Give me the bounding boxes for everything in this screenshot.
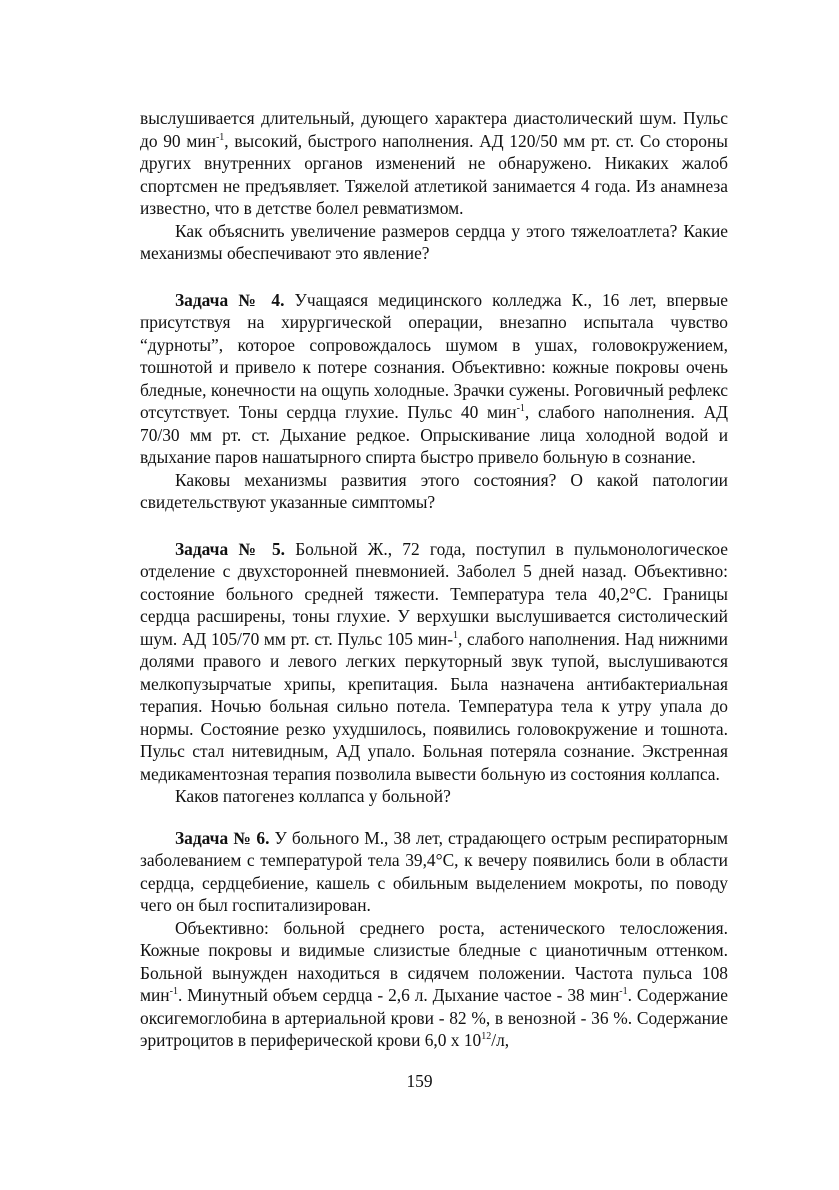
task5-title: Задача № 5. bbox=[175, 538, 285, 559]
spacer bbox=[140, 808, 728, 827]
task4-title: Задача № 4. bbox=[175, 289, 285, 310]
paragraph-case3-question: Как объяснить увеличение размеров сердца у этого тяжелоатлета? Какие механизмы обеспечивают это явление? bbox=[140, 220, 728, 263]
document-page bbox=[140, 107, 728, 1052]
superscript: -1 bbox=[169, 986, 178, 998]
superscript: 12 bbox=[481, 1031, 492, 1043]
text-segment: . Минутный объем сердца - 2,6 л. Дыхание частое - 38 мин bbox=[177, 985, 620, 1005]
text-segment: . Содержание оксигемоглобина в артериальной крови - 82 %, в венозной - 36 %. Содержание эритроцитов в периферической крови 6,0 х 10 bbox=[140, 985, 728, 1050]
text-segment: /л, bbox=[491, 1030, 510, 1050]
task5-question: Каков патогенез коллапса у больной? bbox=[175, 786, 451, 806]
text-segment: Больной Ж., 72 года, поступил в пульмонологическое отделение с двухсторонней пневмонией. Заболел 5 дней назад. Объективно: состояние больного средней тяжести. Температура тела 40,2°С. Границы сердца расширены, тоны глухие. У верхушки выслушивается систолический шум. АД 105/70 мм рт. ст. Пульс 105 мин- bbox=[140, 538, 728, 649]
text-segment: Учащаяся медицинского колледжа К., 16 лет, впервые присутствуя на хирургической операции, внезапно испытала чувство “дурноты”, которое сопровождалось шумом в ушах, головокружением, тошнотой и привело к потере сознания. Объективно: кожные покровы очень бледные, конечности на ощупь холодные. Зрачки сужены. Роговичный рефлекс отсутствует. Тоны сердца глухие. Пульс 40 мин bbox=[140, 289, 729, 422]
page-number: 159 bbox=[406, 1071, 433, 1091]
text-segment: , слабого наполнения. АД 70/30 мм рт. ст. Дыхание редкое. Опрыскивание лица холодной водой и вдыхание паров нашатырного спирта быстро привело больную в сознание. bbox=[140, 402, 728, 467]
superscript: -1 bbox=[516, 403, 525, 415]
paragraph-case3-description bbox=[140, 107, 728, 220]
text-segment: Объективно: больной среднего роста, астенического телосложения. Кожные покровы и видимые слизистые бледные с цианотичным оттенком. Больной вынужден находиться в сидячем положении. Частота пульса 108 мин bbox=[140, 917, 728, 1005]
task4-question: Каковы механизмы развития этого состояния? О какой патологии свидетельствуют указанные симптомы? bbox=[140, 469, 728, 512]
text-segment: , высокий, быстрого наполнения. АД 120/50 мм рт. ст. Со стороны других внутренних органов изменений не обнаружено. Никаких жалоб спортсмен не предъявляет. Тяжелой атлетикой занимается 4 года. Из анамнеза известно, что в детстве болел ревматизмом. bbox=[140, 130, 728, 218]
spacer bbox=[140, 514, 728, 538]
superscript: 1 bbox=[453, 629, 459, 641]
text-segment: , слабого наполнения. Над нижними долями правого и левого легких перкуторный звук тупой, выслушиваются мелкопузырчатые хрипы, крепитация. Была назначена антибактериальная терапия. Ночью больная сильно потела. Температура тела к утру упала до нормы. Состояние резко ухудшилось, появились головокружение и тошнота. Пульс стал нитевидным, АД упало. Больная потеряла сознание. Экстренная медикаментозная терапия позволила вывести больную из состояния коллапса. bbox=[140, 628, 728, 784]
spacer bbox=[140, 265, 728, 289]
superscript: -1 bbox=[215, 131, 225, 143]
paragraph-task4 bbox=[140, 289, 728, 469]
paragraph-task6 bbox=[140, 827, 728, 917]
paragraph-task6-objective bbox=[140, 917, 728, 1052]
task6-title: Задача № 6. bbox=[175, 827, 270, 848]
paragraph-task5 bbox=[140, 538, 728, 786]
text-segment: У больного М., 38 лет, страдающего острым респираторным заболеванием с температурой тела 39,4°С, к вечеру появились боли в области сердца, сердцебиение, кашель с обильным выделением мокроты, по поводу чего он был госпитализирован. bbox=[140, 827, 728, 915]
superscript: -1 bbox=[619, 986, 628, 998]
text-segment: выслушивается длительный, дующего характера диастолический шум. Пульс до 90 мин bbox=[140, 108, 728, 151]
